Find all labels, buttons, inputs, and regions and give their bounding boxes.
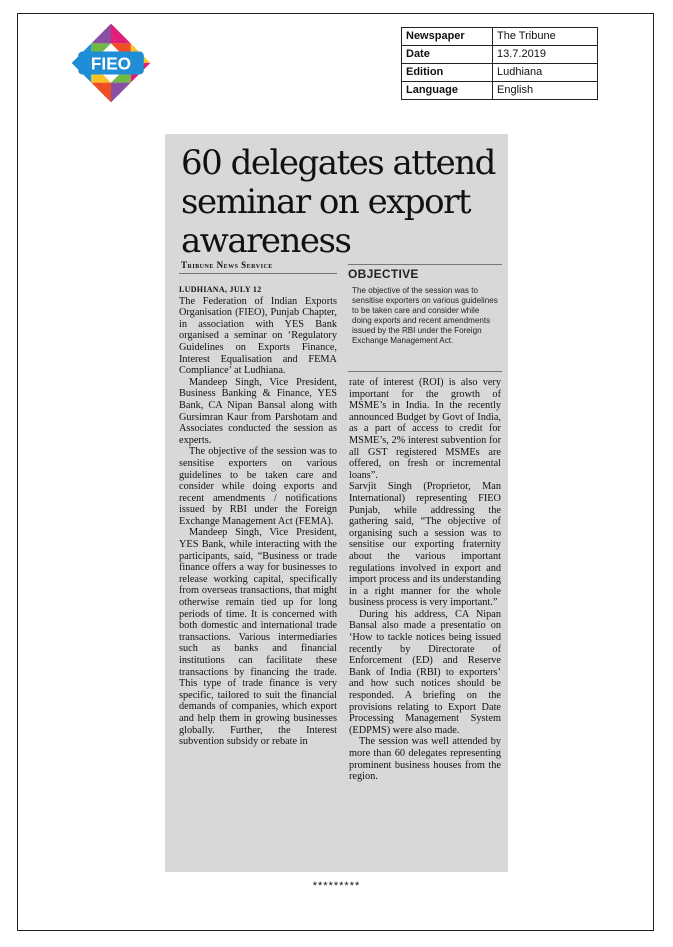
newspaper-info-table [401,27,598,100]
label-language: Language [402,82,493,100]
label-newspaper: Newspaper [402,28,493,46]
fieo-logo [70,22,152,104]
article-paragraph: Mandeep Singh, Vice President, YES Bank, while interacting with the participants, said, “Business or trade finance offers a way for businesses to release working capital, specifically from overseas transactions, that might otherwise remain tied up for long periods of time. It is concerned with both domestic and international trade transactions. Various intermediaries such as banks and financial institutions can facilitate these transactions by financing the trade. This type of trade finance is very specific, tailored to suit the financial demands of companies, which export and help them in growing businesses globally. Further, the Interest subvention subsidy or rebate in [179,527,337,748]
objective-box [348,264,502,346]
value-edition: Ludhiana [493,64,598,82]
article-paragraph: rate of interest (ROI) is also very important for the growth of MSME’s in India. In the recently announced Budget by Govt of India, as a part of access to credit for MSME’s, 2% interest subvention for all GST registered MSMEs are offered, on fresh or incremental loans”. [349,377,501,481]
label-edition: Edition [402,64,493,82]
value-language: English [493,82,598,100]
article-paragraph: During his address, CA Nipan Bansal also made a presentatio on ‘How to tackle notices being issued recently by Directorate of Enforcement (ED) and Reserve Bank of India (RBI) to exporters’ and how such notices should be responded. A briefing on the provisions relating to Export Date Processing Management System (EDPMS) were also made. [349,608,501,736]
value-newspaper: The Tribune [493,28,598,46]
table-row [402,64,598,82]
newspaper-clipping [165,134,508,872]
objective-title: OBJECTIVE [348,264,502,283]
byline-rule [179,273,337,274]
article-paragraph: The Federation of Indian Exports Organisation (FIEO), Punjab Chapter, in association with YES Bank organised a seminar on ‘Regulatory Guidelines on Exports Finance, Interest Equalisation and FEMA Compliance’ at Ludhiana. [179,295,337,377]
table-row [402,46,598,64]
end-stars: ********* [312,880,361,892]
article-paragraph: The objective of the session was to sensitise exporters on various guidelines to be taken care and consider while doing exports and recent amendments / notifications issued by RBI under the Foreign Exchange Management Act (FEMA). [179,446,337,527]
label-date: Date [402,46,493,64]
value-date: 13.7.2019 [493,46,598,64]
article-paragraph: Sarvjit Singh (Proprietor, Man International) representing FIEO Punjab, while addressing the gathering said, “The objective of organising such a session was to sensitise our exporting fraternity about the various important regulations involved in export and import process and its understanding in a right manner for the whole business process is very important.” [349,481,501,609]
objective-text: The objective of the session was to sensitise exporters on various guidelines to be taken care and consider while doing exports and recent amendments issued by the RBI under the Foreign Exchange Management Act. [352,286,498,345]
article-paragraph: The session was well attended by more than 60 delegates representing prominent business houses from the region. [349,736,501,783]
article-dateline: LUDHIANA, JULY 12 [179,285,262,294]
table-row [402,82,598,100]
article-paragraph: Mandeep Singh, Vice President, Business Banking & Finance, YES Bank, CA Nipan Bansal along with Gursimran Kaur from Parshotam and Associates conducted the session as experts. [179,376,337,446]
article-headline: 60 delegates attend seminar on export awareness [181,143,495,261]
article-byline: Tribune News Service [181,260,273,270]
box-bottom-rule [348,371,502,372]
article-column-2 [349,377,501,783]
table-row [402,28,598,46]
logo-text: FIEO [90,53,132,74]
article-column-1 [179,284,337,748]
